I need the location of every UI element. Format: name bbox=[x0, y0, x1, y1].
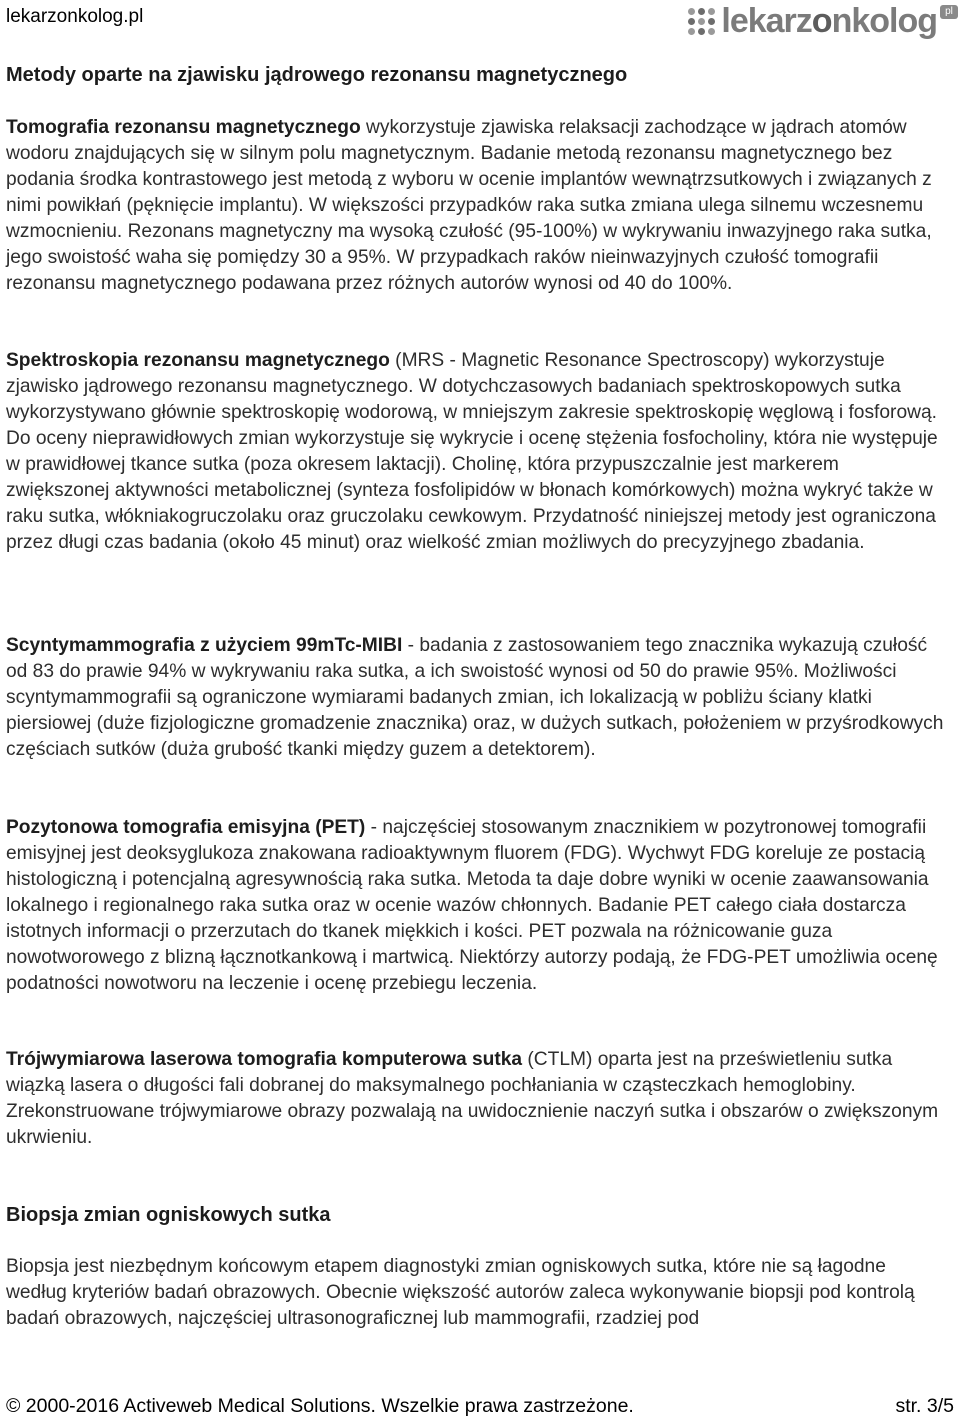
paragraph-text: - badania z zastosowaniem tego znacznika wykazują czułość od 83 do prawie 94% w wykrywaniu raka sutka, a ich swoistość wynosi od 50 do prawie 95%. Możliwości scyntymammografii są ograniczone wymiarami badanych zmian, ich lokalizacją w pobliżu ściany klatki piersiowej (duże fizjologiczne gromadzenie znacznika) oraz, w dużych sutkach, położeniem w przyśrodkowych częściach sutków (duża grubość tkanki między guzem a detektorem). bbox=[6, 635, 944, 760]
site-name: lekarzonkolog.pl bbox=[6, 6, 144, 27]
paragraph-text: - najczęściej stosowanym znacznikiem w pozytronowej tomografii emisyjnej jest deoksyglukoza znakowana radioaktywnym fluorem (FDG). Wychwyt FDG koreluje ze postacią histologiczną i potencjalną agresywnością raka sutka. Metoda ta daje dobre wyniki w ocenie zaawansowania lokalnego i regionalnego raka sutka oraz w ocenie wazów chłonnych. Badanie PET całego ciała dostarcza istotnych informacji o przerzutach do tkanek miękkich i kości. PET pozwala na różnicowanie guza nowotworowego z blizną łącznotkankową i martwicą. Niektórzy autorzy podają, że FDG-PET umożliwia ocenę podatności nowotworu na leczenie i ocenę przebiegu leczenia. bbox=[6, 817, 938, 994]
term-pet: Pozytonowa tomografia emisyjna (PET) bbox=[6, 817, 366, 838]
paragraph-pet bbox=[6, 815, 946, 997]
paragraph-scintimammography bbox=[6, 633, 946, 763]
paragraph-biopsy: Biopsja jest niezbędnym końcowym etapem diagnostyki zmian ogniskowych sutka, które nie są łagodne według kryteriów badań obrazowych. Obecnie większość autorów zaleca wykonywanie biopsji pod kontrolą badań obrazowych, najczęściej ultrasonograficznej lub mammografii, rzadziej pod bbox=[6, 1256, 915, 1329]
term-mri: Tomografia rezonansu magnetycznego bbox=[6, 117, 361, 138]
paragraph-mri bbox=[6, 115, 946, 297]
site-logo bbox=[678, 0, 958, 42]
section-title: Metody oparte na zjawisku jądrowego rezonansu magnetycznego bbox=[6, 64, 628, 86]
term-ctlm: Trójwymiarowa laserowa tomografia komputerowa sutka bbox=[6, 1049, 523, 1070]
page-number: str. 3/5 bbox=[895, 1395, 954, 1417]
paragraph-text: (MRS - Magnetic Resonance Spectroscopy) wykorzystuje zjawisko jądrowego rezonansu magnetycznego. W dotychczasowych badaniach spektroskopowych sutka wykorzystywano głównie spektroskopię wodorową, w mniejszym zakresie spektroskopię węglową i fosforową. Do oceny nieprawidłowych zmian wykorzystuje się wykrycie i ocenę stężenia fosfocholiny, która nie występuje w prawidłowej tkance sutka (poza okresem laktacji). Cholinę, która przypuszczalnie jest markerem zwiększonej aktywności metabolicznej (synteza fosfolipidów w błonach komórkowych) można wykryć także w raku sutka, włókniakogruczolaku oraz gruczolaku cewkowym. Przydatność niniejszej metody jest ograniczona przez długi czas badania (około 45 minut) oraz wielkość zmian możliwych do precyzyjnego zbadania. bbox=[6, 350, 938, 553]
biopsy-heading: Biopsja zmian ogniskowych sutka bbox=[6, 1204, 331, 1226]
logo-wordmark: lekarzonkolog bbox=[721, 2, 937, 40]
paragraph-mrs bbox=[6, 348, 946, 556]
paragraph-text: (CTLM) oparta jest na prześwietleniu sutka wiązką lasera o długości fali dobranej do maksymalnego pochłaniania w cząsteczkach hemoglobiny. Zrekonstruowane trójwymiarowe obrazy pozwalają na uwidocznienie naczyń sutka i obszarów o zwiększonym ukrwieniu. bbox=[6, 1049, 939, 1148]
paragraph-text: wykorzystuje zjawiska relaksacji zachodzące w jądrach atomów wodoru znajdujących się w silnym polu magnetycznym. Badanie metodą rezonansu magnetycznego bez podania środka kontrastowego jest metodą z wyboru w ocenie implantów wewnątrzsutkowych i związanych z nimi powikłań (pęknięcie implantu). W większości przypadków raka sutka zmiana ulega silnemu wczesnemu wzmocnieniu. Rezonans magnetyczny ma wysoką czułość (95-100%) w wykrywaniu inwazyjnego raka sutka, jego swoistość waha się pomiędzy 30 a 95%. W przypadkach raków nieinwazyjnych czułość tomografii rezonansu magnetycznego podawana przez różnych autorów wynosi od 40 do 100%. bbox=[6, 117, 932, 294]
footer-copyright: © 2000-2016 Activeweb Medical Solutions. Wszelkie prawa zastrzeżone. bbox=[6, 1395, 634, 1417]
logo-pl-badge: pl bbox=[940, 5, 958, 19]
logo-dots-icon bbox=[688, 8, 715, 35]
term-scintimammography: Scyntymammografia z użyciem 99mTc-MIBI bbox=[6, 635, 403, 656]
paragraph-ctlm bbox=[6, 1047, 946, 1151]
term-mrs: Spektroskopia rezonansu magnetycznego bbox=[6, 350, 390, 371]
